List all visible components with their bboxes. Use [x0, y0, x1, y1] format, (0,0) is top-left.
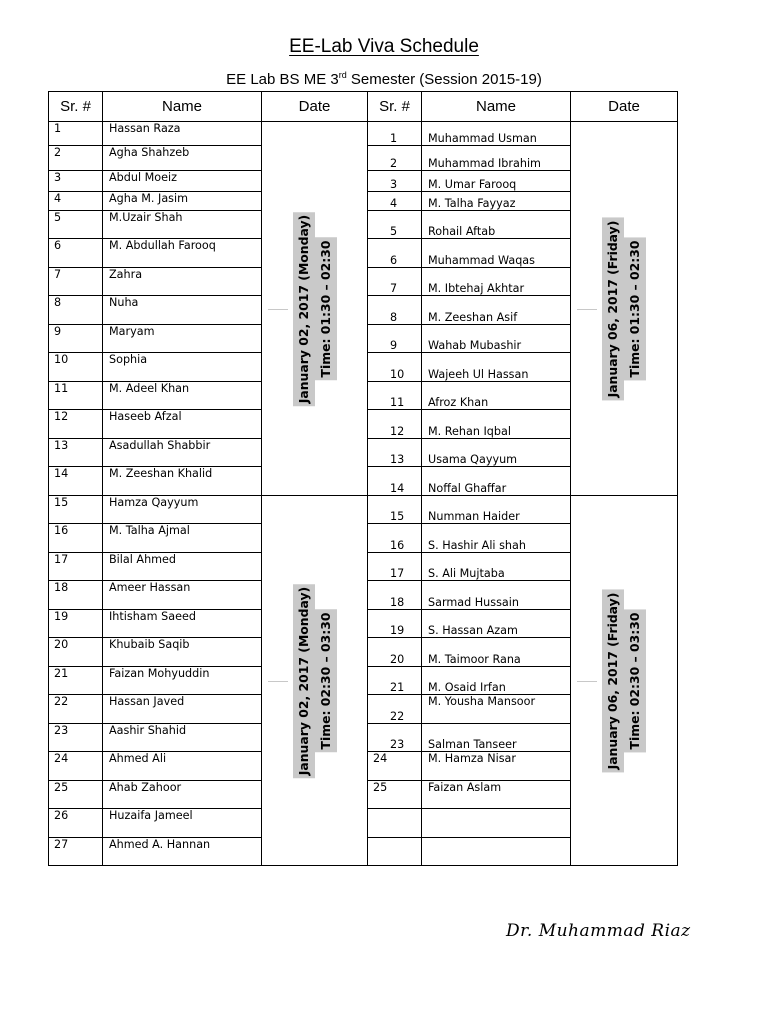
left-name-cell: Ihtisham Saeed	[103, 610, 262, 638]
subtitle-rest: Semester (Session 2015-19)	[346, 71, 542, 88]
left-name-cell: Nuha	[103, 296, 262, 325]
left-date-block-1	[262, 122, 368, 496]
viva-schedule-table	[48, 91, 678, 866]
right-name-cell: Rohail Aftab	[422, 211, 571, 239]
date-time-label	[602, 589, 646, 772]
left-sr-cell: 12	[49, 410, 103, 439]
left-sr-cell: 25	[49, 781, 103, 809]
left-sr-cell: 4	[49, 192, 103, 211]
right-name-cell: M. Osaid Irfan	[422, 667, 571, 695]
right-name-cell: M. Taimoor Rana	[422, 638, 571, 667]
right-sr-cell: 24	[368, 752, 422, 781]
left-sr-cell: 27	[49, 838, 103, 866]
left-name-cell: Ahab Zahoor	[103, 781, 262, 809]
left-sr-cell: 6	[49, 239, 103, 268]
right-name-cell: Wajeeh Ul Hassan	[422, 353, 571, 382]
left-name-cell: Huzaifa Jameel	[103, 809, 262, 838]
left-date-block-2	[262, 496, 368, 866]
column-header-sr: Sr. #	[49, 92, 103, 122]
right-name-cell: S. Ali Mujtaba	[422, 553, 571, 581]
left-sr-cell: 19	[49, 610, 103, 638]
right-sr-cell: 1	[368, 122, 422, 146]
right-sr-cell: 5	[368, 211, 422, 239]
right-sr-cell: 18	[368, 581, 422, 610]
column-header-date-right: Date	[571, 92, 678, 122]
right-sr-cell: 3	[368, 171, 422, 192]
right-sr-cell: 19	[368, 610, 422, 638]
left-sr-cell: 1	[49, 122, 103, 146]
page-title	[0, 36, 768, 58]
column-header-name: Name	[103, 92, 262, 122]
table-header-row	[49, 92, 678, 122]
left-name-cell: Zahra	[103, 268, 262, 296]
left-name-cell: Agha M. Jasim	[103, 192, 262, 211]
divider-line	[577, 681, 597, 682]
right-sr-cell: 14	[368, 467, 422, 496]
subtitle-main: EE Lab BS ME 3	[226, 71, 339, 88]
left-sr-cell: 7	[49, 268, 103, 296]
viva-date: January 02, 2017 (Monday)	[293, 211, 315, 405]
right-name-cell: Faizan Aslam	[422, 781, 571, 809]
left-sr-cell: 10	[49, 353, 103, 382]
left-sr-cell: 17	[49, 553, 103, 581]
viva-date: January 06, 2017 (Friday)	[602, 589, 624, 772]
right-name-cell: Muhammad Usman	[422, 122, 571, 146]
left-name-cell: Hamza Qayyum	[103, 496, 262, 524]
left-sr-cell: 9	[49, 325, 103, 353]
column-header-sr-right: Sr. #	[368, 92, 422, 122]
right-name-cell: Muhammad Ibrahim	[422, 146, 571, 171]
page-subtitle	[0, 70, 768, 88]
right-sr-cell: 21	[368, 667, 422, 695]
left-name-cell: Hassan Javed	[103, 695, 262, 724]
right-sr-cell: 13	[368, 439, 422, 467]
left-name-cell: Faizan Mohyuddin	[103, 667, 262, 695]
right-sr-cell: 2	[368, 146, 422, 171]
left-sr-cell: 2	[49, 146, 103, 171]
left-sr-cell: 3	[49, 171, 103, 192]
right-name-cell: M. Rehan Iqbal	[422, 410, 571, 439]
viva-time: Time: 01:30 – 02:30	[315, 237, 337, 380]
date-time-label	[293, 583, 337, 777]
left-name-cell: Ameer Hassan	[103, 581, 262, 610]
viva-date: January 02, 2017 (Monday)	[293, 583, 315, 777]
right-name-cell: M. Zeeshan Asif	[422, 296, 571, 325]
right-sr-cell	[368, 838, 422, 866]
left-sr-cell: 24	[49, 752, 103, 781]
left-sr-cell: 23	[49, 724, 103, 752]
right-name-cell: Usama Qayyum	[422, 439, 571, 467]
left-sr-cell: 11	[49, 382, 103, 410]
right-sr-cell: 4	[368, 192, 422, 211]
right-name-cell: Salman Tanseer	[422, 724, 571, 752]
right-sr-cell: 6	[368, 239, 422, 268]
left-sr-cell: 22	[49, 695, 103, 724]
viva-time: Time: 01:30 – 02:30	[624, 237, 646, 380]
left-name-cell: M. Talha Ajmal	[103, 524, 262, 553]
right-sr-cell	[368, 809, 422, 838]
right-name-cell: S. Hassan Azam	[422, 610, 571, 638]
right-name-cell: S. Hashir Ali shah	[422, 524, 571, 553]
left-sr-cell: 15	[49, 496, 103, 524]
column-header-date: Date	[262, 92, 368, 122]
right-name-cell: Noffal Ghaffar	[422, 467, 571, 496]
left-sr-cell: 14	[49, 467, 103, 496]
right-sr-cell: 20	[368, 638, 422, 667]
right-name-cell: Numman Haider	[422, 496, 571, 524]
right-sr-cell: 15	[368, 496, 422, 524]
right-sr-cell: 17	[368, 553, 422, 581]
title-text: EE-Lab Viva Schedule	[289, 36, 479, 57]
left-sr-cell: 8	[49, 296, 103, 325]
right-name-cell: M. Talha Fayyaz	[422, 192, 571, 211]
left-name-cell: M. Abdullah Farooq	[103, 239, 262, 268]
divider-line	[268, 681, 288, 682]
left-sr-cell: 16	[49, 524, 103, 553]
left-name-cell: M. Adeel Khan	[103, 382, 262, 410]
left-sr-cell: 21	[49, 667, 103, 695]
left-name-cell: Hassan Raza	[103, 122, 262, 146]
signature: Dr. Muhammad Riaz	[506, 921, 691, 941]
right-sr-cell: 9	[368, 325, 422, 353]
left-name-cell: Bilal Ahmed	[103, 553, 262, 581]
right-sr-cell: 7	[368, 268, 422, 296]
left-name-cell: Sophia	[103, 353, 262, 382]
right-name-cell: Sarmad Hussain	[422, 581, 571, 610]
right-sr-cell: 11	[368, 382, 422, 410]
right-sr-cell: 12	[368, 410, 422, 439]
right-date-block-2	[571, 496, 678, 866]
left-name-cell: Aashir Shahid	[103, 724, 262, 752]
right-sr-cell: 8	[368, 296, 422, 325]
right-sr-cell: 23	[368, 724, 422, 752]
right-sr-cell: 10	[368, 353, 422, 382]
viva-time: Time: 02:30 – 03:30	[624, 609, 646, 752]
right-name-cell	[422, 809, 571, 838]
left-sr-cell: 18	[49, 581, 103, 610]
left-name-cell: Abdul Moeiz	[103, 171, 262, 192]
left-name-cell: Asadullah Shabbir	[103, 439, 262, 467]
left-name-cell: M. Zeeshan Khalid	[103, 467, 262, 496]
subtitle-superscript: rd	[338, 70, 347, 80]
table-row	[49, 122, 678, 146]
right-name-cell: M. Hamza Nisar	[422, 752, 571, 781]
right-name-cell: Muhammad Waqas	[422, 239, 571, 268]
right-sr-cell: 25	[368, 781, 422, 809]
right-name-cell	[422, 838, 571, 866]
date-time-label	[602, 217, 646, 400]
right-date-block-1	[571, 122, 678, 496]
left-name-cell: Khubaib Saqib	[103, 638, 262, 667]
left-sr-cell: 26	[49, 809, 103, 838]
left-name-cell: Maryam	[103, 325, 262, 353]
right-name-cell: Afroz Khan	[422, 382, 571, 410]
right-name-cell: Wahab Mubashir	[422, 325, 571, 353]
left-name-cell: Haseeb Afzal	[103, 410, 262, 439]
divider-line	[577, 309, 597, 310]
left-sr-cell: 13	[49, 439, 103, 467]
right-name-cell: M. Ibtehaj Akhtar	[422, 268, 571, 296]
table-row	[49, 496, 678, 524]
viva-time: Time: 02:30 – 03:30	[315, 609, 337, 752]
column-header-name-right: Name	[422, 92, 571, 122]
right-name-cell: M. Yousha Mansoor	[422, 695, 571, 724]
left-name-cell: M.Uzair Shah	[103, 211, 262, 239]
left-name-cell: Ahmed Ali	[103, 752, 262, 781]
right-sr-cell: 22	[368, 695, 422, 724]
left-sr-cell: 20	[49, 638, 103, 667]
viva-date: January 06, 2017 (Friday)	[602, 217, 624, 400]
left-name-cell: Ahmed A. Hannan	[103, 838, 262, 866]
divider-line	[268, 309, 288, 310]
right-sr-cell: 16	[368, 524, 422, 553]
right-name-cell: M. Umar Farooq	[422, 171, 571, 192]
left-sr-cell: 5	[49, 211, 103, 239]
date-time-label	[293, 211, 337, 405]
left-name-cell: Agha Shahzeb	[103, 146, 262, 171]
